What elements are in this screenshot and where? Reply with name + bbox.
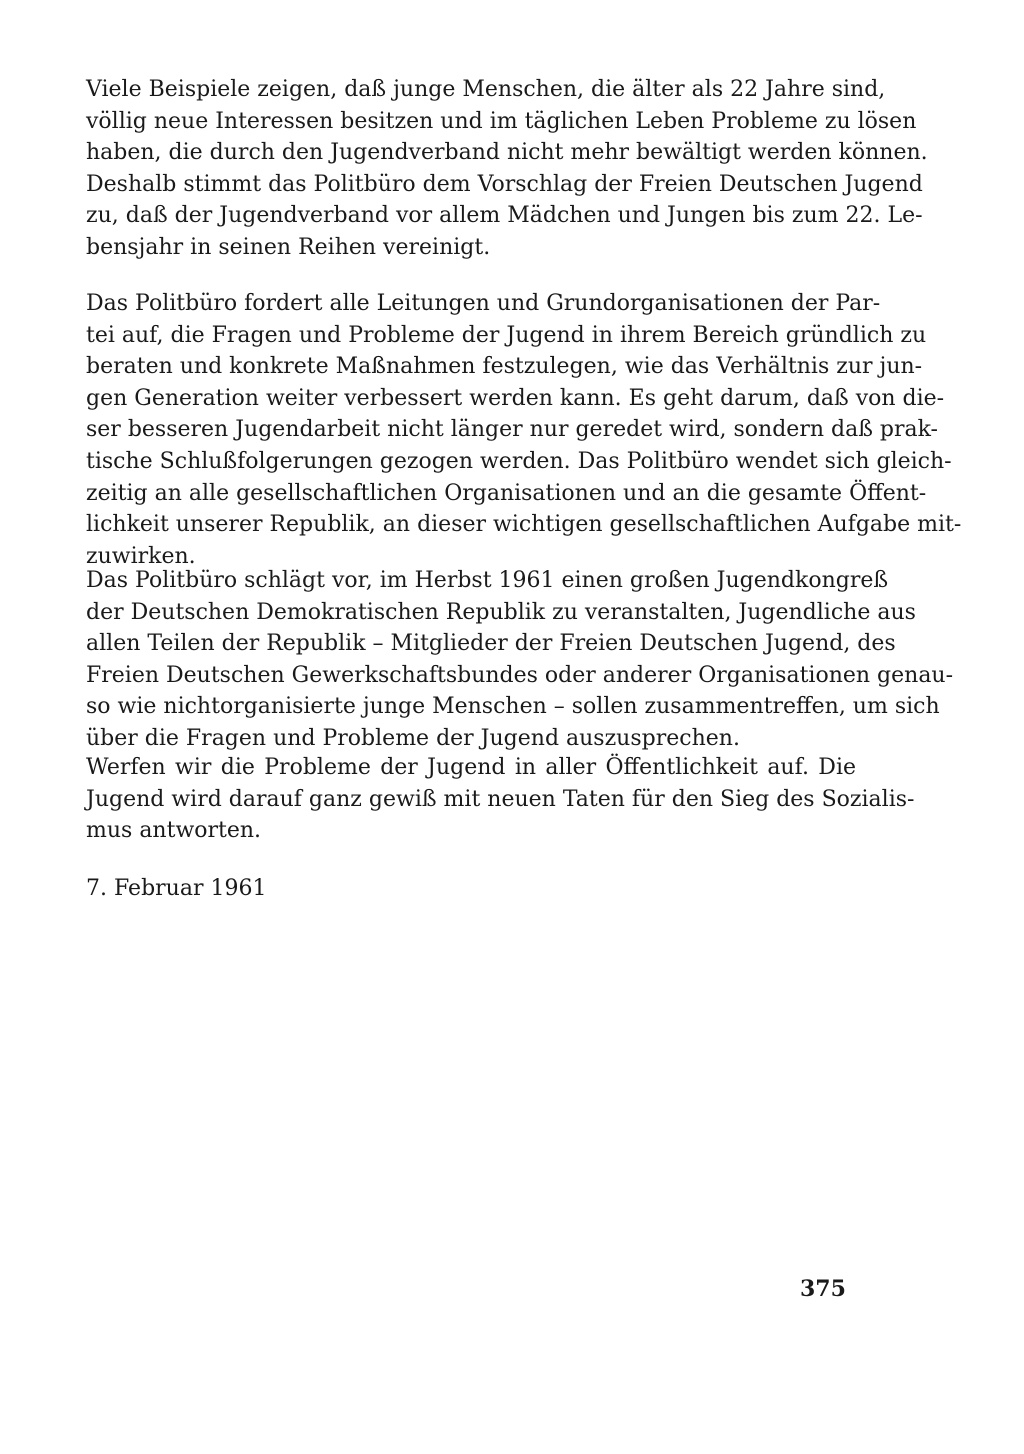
paragraph-line: Viele Beispiele zeigen, daß junge Menschen, die älter als 22 Jahre sind,	[86, 77, 886, 102]
paragraph-line: zu, daß der Jugendverband vor allem Mädchen und Jungen bis zum 22. Le-	[86, 203, 923, 229]
paragraph-line: völlig neue Interessen besitzen und im täglichen Leben Probleme zu lösen	[86, 108, 917, 134]
paragraph-line: gen Generation weiter verbessert werden kann. Es geht darum, daß von die-	[86, 385, 945, 411]
paragraph-line: tische Schlußfolgerungen gezogen werden. Das Politbüro wendet sich gleich-	[86, 448, 952, 474]
paragraph-line: beraten und konkrete Maßnahmen festzulegen, wie das Verhältnis zur jun-	[86, 354, 923, 380]
paragraph-line: über die Fragen und Probleme der Jugend auszusprechen.	[86, 725, 740, 751]
paragraph-3	[86, 565, 954, 755]
paragraph-line: Das Politbüro schlägt vor, im Herbst 1961 einen großen Jugendkongreß	[86, 568, 889, 593]
paragraph-line: zuwirken.	[86, 543, 196, 569]
paragraph-line: allen Teilen der Republik – Mitglieder der Freien Deutschen Jugend, des	[86, 631, 896, 657]
paragraph-line: der Deutschen Demokratischen Republik zu veranstalten, Jugendliche aus	[86, 599, 916, 625]
paragraph-line: bensjahr in seinen Reihen vereinigt.	[86, 234, 491, 260]
paragraph-line: mus antworten.	[86, 818, 262, 844]
paragraph-line: Jugend wird darauf ganz gewiß mit neuen Taten für den Sieg des Sozialis-	[86, 786, 915, 812]
paragraph-line: Deshalb stimmt das Politbüro dem Vorschlag der Freien Deutschen Jugend	[86, 171, 923, 197]
paragraph-line: haben, die durch den Jugendverband nicht mehr bewältigt werden können.	[86, 140, 928, 166]
paragraph-line: Das Politbüro fordert alle Leitungen und Grundorganisationen der Par-	[86, 291, 881, 316]
paragraph-line: so wie nichtorganisierte junge Menschen – sollen zusammentreffen, um sich	[86, 694, 940, 720]
paragraph-line: ser besseren Jugendarbeit nicht länger nur geredet wird, sondern daß prak-	[86, 417, 938, 443]
paragraph-1	[86, 74, 928, 264]
paragraph-line: zeitig an alle gesellschaftlichen Organisationen und an die gesamte Öffent-	[86, 480, 927, 506]
paragraph-line: tei auf, die Fragen und Probleme der Jugend in ihrem Bereich gründlich zu	[86, 322, 927, 348]
document-date: 7. Februar 1961	[86, 876, 267, 901]
paragraph-4	[86, 752, 915, 847]
paragraph-line: Werfen wir die Probleme der Jugend in aller Öffentlichkeit auf. Die	[86, 755, 856, 780]
page-number: 375	[800, 1276, 846, 1302]
paragraph-2	[86, 288, 962, 572]
paragraph-line: lichkeit unserer Republik, an dieser wichtigen gesellschaftlichen Aufgabe mit-	[86, 512, 962, 538]
paragraph-line: Freien Deutschen Gewerkschaftsbundes oder anderer Organisationen genau-	[86, 662, 954, 688]
